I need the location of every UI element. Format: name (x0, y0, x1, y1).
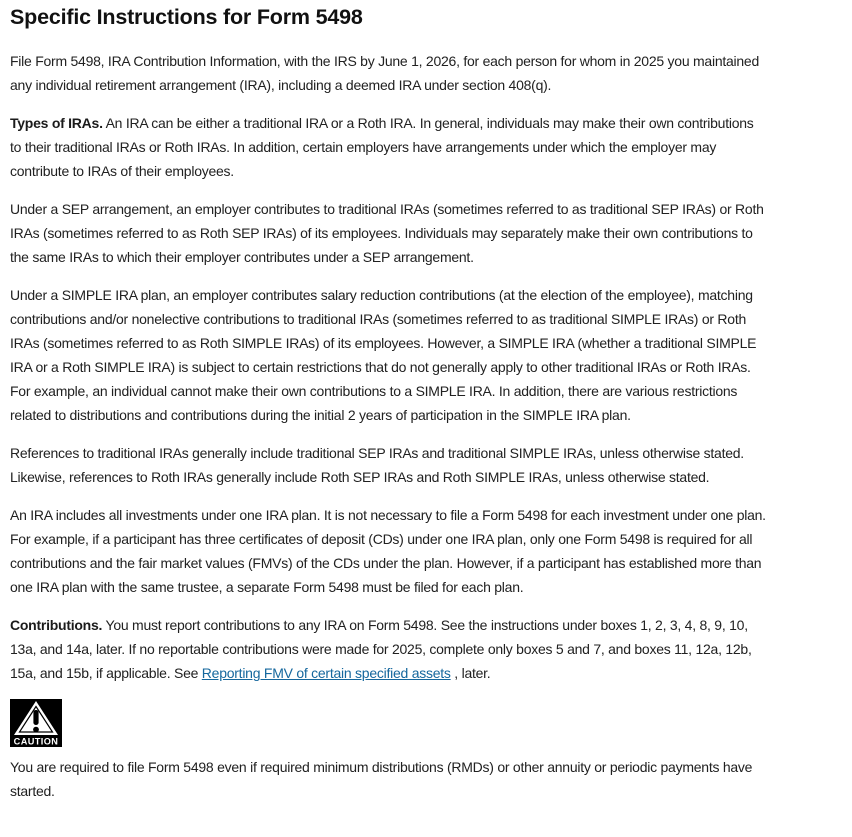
paragraph-caution-note: You are required to file Form 5498 even if required minimum distributions (RMDs) or other annuity or periodic payments have started. (10, 758, 753, 799)
caution-icon-container (10, 699, 766, 747)
paragraph-simple-ira-plan: Under a SIMPLE IRA plan, an employer contributes salary reduction contributions (at the election of the employee), matching contributions and/or nonelective contributions to traditional IRAs (sometimes referred to as traditional SIMPLE IRAs) or Roth IRAs (sometimes referred to as Roth SIMPLE IRAs) of its employees. However, a SIMPLE IRA (whether a traditional SIMPLE IRA or a Roth SIMPLE IRA) is subject to certain restrictions that do not generally apply to other traditional IRAs or Roth IRAs. For example, an individual cannot make their own contributions to a SIMPLE IRA. In addition, there are various restrictions related to distributions and contributions during the initial 2 years of participation in the SIMPLE IRA plan. (10, 286, 757, 423)
paragraph-contributions (10, 613, 766, 685)
paragraph-one-ira-plan: An IRA includes all investments under one IRA plan. It is not necessary to file a Form 5498 for each investment under one plan. For example, if a participant has three certificates of deposit (CDs) under one IRA plan, only one Form 5498 is required for all contributions and the fair market values (FMVs) of the CDs under the plan. However, if a participant has established more than one IRA plan with the same trustee, a separate Form 5498 must be filed for each plan. (10, 506, 766, 595)
paragraph-file-form-5498: File Form 5498, IRA Contribution Information, with the IRS by June 1, 2026, for each person for whom in 2025 you maintained any individual retirement arrangement (IRA), including a deemed IRA under section 408(q). (10, 52, 760, 93)
contributions-text-after-link: , later. (450, 664, 491, 681)
reporting-fmv-link[interactable]: Reporting FMV of certain specified assets (201, 664, 451, 681)
caution-icon (10, 699, 62, 747)
contributions-text: You must report contributions to any IRA on Form 5498. See the instructions under boxes 1, 2, 3, 4, 8, 9, 10, 13a, and 14a, later. If no reportable contributions were made for 2025, complete only boxes 5 and 7, and boxes 11, 12a, 12b, 15a, and 15b, if applicable. See (10, 616, 752, 681)
types-of-iras-text: An IRA can be either a traditional IRA or a Roth IRA. In general, individuals may make their own contributions to their traditional IRAs or Roth IRAs. In addition, certain employers have arrangements under which the employer may contribute to IRAs of their employees. (10, 114, 754, 179)
caution-icon-label: CAUTION (13, 736, 59, 747)
contributions-label: Contributions. (10, 616, 103, 633)
page-title: Specific Instructions for Form 5498 (10, 5, 363, 29)
paragraph-references: References to traditional IRAs generally include traditional SEP IRAs and traditional SIMPLE IRAs, unless otherwise stated. Likewise, references to Roth IRAs generally include Roth SEP IRAs and Roth SIMPLE IRAs, unless otherwise stated. (10, 444, 744, 485)
types-of-iras-label: Types of IRAs. (10, 114, 103, 131)
paragraph-sep-arrangement: Under a SEP arrangement, an employer contributes to traditional IRAs (sometimes referred to as traditional SEP IRAs) or Roth IRAs (sometimes referred to as Roth SEP IRAs) of its employees. Individuals may separately make their own contributions to the same IRAs to which their employer contributes under a SEP arrangement. (10, 200, 764, 265)
paragraph-types-of-iras (10, 111, 766, 183)
